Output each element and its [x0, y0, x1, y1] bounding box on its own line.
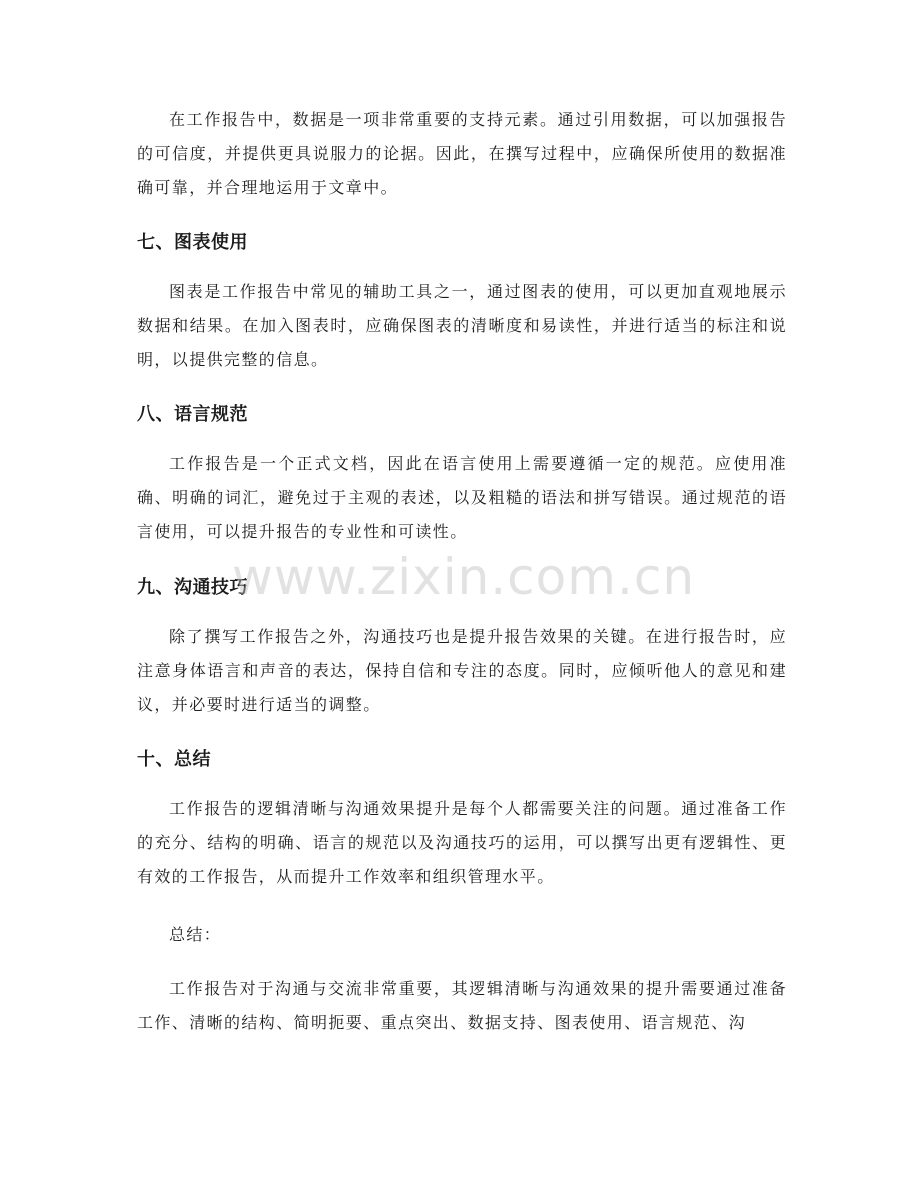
paragraph-summary: [137, 792, 787, 894]
paragraph-chart-usage: [137, 275, 787, 377]
section-heading-7: [137, 229, 787, 257]
paragraph-text: 除了撰写工作报告之外，沟通技巧也是提升报告效果的关键。在进行报告时，应注意身体语言和声音的表达，保持自信和专注的态度。同时，应倾听他人的意见和建议，并必要时进行适当的调整。: [137, 627, 787, 714]
section-heading-10: [137, 746, 787, 774]
summary-label-block: [137, 918, 787, 952]
heading-summary: 十、总结: [137, 749, 211, 770]
heading-communication-skills: 九、沟通技巧: [137, 577, 248, 598]
paragraph-text: 工作报告的逻辑清晰与沟通效果提升是每个人都需要关注的问题。通过准备工作的充分、结构的明确、语言的规范以及沟通技巧的运用，可以撰写出更有逻辑性、更有效的工作报告，从而提升工作效率和组织管理水平。: [137, 799, 787, 886]
paragraph-text: 工作报告是一个正式文档，因此在语言使用上需要遵循一定的规范。应使用准确、明确的词汇，避免过于主观的表述，以及粗糙的语法和拼写错误。通过规范的语言使用，可以提升报告的专业性和可读性。: [137, 454, 787, 541]
paragraph-text: 工作报告对于沟通与交流非常重要，其逻辑清晰与沟通效果的提升需要通过准备工作、清晰的结构、简明扼要、重点突出、数据支持、图表使用、语言规范、沟: [137, 979, 787, 1032]
watermark-text: www.zixin.com.cn: [232, 548, 696, 606]
section-heading-9: [137, 574, 787, 602]
section-heading-8: [137, 401, 787, 429]
paragraph-text: 在工作报告中，数据是一项非常重要的支持元素。通过引用数据，可以加强报告的可信度，并提供更具说服力的论据。因此，在撰写过程中，应确保所使用的数据准确可靠，并合理地运用于文章中。: [137, 110, 787, 197]
paragraph-text: 图表是工作报告中常见的辅助工具之一，通过图表的使用，可以更加直观地展示数据和结果。在加入图表时，应确保图表的清晰度和易读性，并进行适当的标注和说明，以提供完整的信息。: [137, 282, 787, 369]
heading-language-norms: 八、语言规范: [137, 404, 248, 425]
paragraph-data-support: [137, 103, 787, 205]
paragraph-communication-skills: [137, 620, 787, 722]
paragraph-final: [137, 972, 787, 1040]
heading-chart-usage: 七、图表使用: [137, 232, 248, 253]
paragraph-language-norms: [137, 447, 787, 549]
summary-label: 总结：: [169, 925, 222, 944]
